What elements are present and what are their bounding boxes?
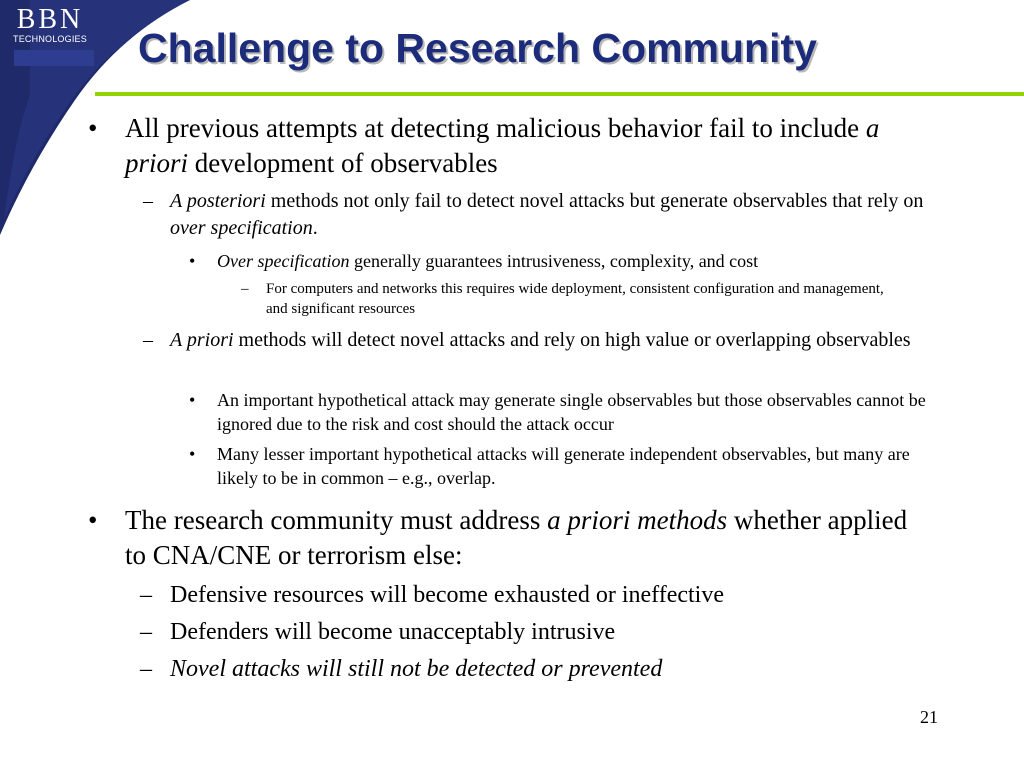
bullet-text: whether applied to CNA/CNE or terrorism else: (125, 505, 908, 570)
sub-bullet-item (143, 188, 930, 242)
bullet-marker: • (88, 113, 98, 143)
bullet-text-emphasis: over specification (170, 217, 313, 239)
bullet-text-emphasis: a priori methods (547, 505, 728, 535)
dash-marker: – (143, 190, 153, 212)
dash-marker: – (140, 656, 152, 682)
bullet-text: The research community must address (125, 505, 548, 535)
bullet-text: All previous attempts at detecting malicious behavior fail to include (125, 113, 866, 143)
bullet-text: Many lesser important hypothetical attacks will generate independent observables, but many are likely to be in common – e.g., overlap. (217, 444, 910, 488)
level-4-bullet-item (241, 279, 886, 319)
bullet-text-emphasis: Novel attacks will still not be detected or prevented (170, 656, 663, 682)
logo-subtitle: TECHNOLOGIES (13, 34, 87, 44)
bullet-item (88, 503, 925, 573)
dash-marker: – (241, 281, 249, 297)
slide-title: Challenge to Research Community (138, 25, 817, 71)
page-number: 21 (920, 707, 938, 727)
bullet-text: generally guarantees intrusiveness, complexity, and cost (349, 251, 759, 271)
sub-sub-bullet-item (189, 442, 937, 490)
bullet-text: Defensive resources will become exhausted or ineffective (170, 582, 724, 608)
bullet-text: An important hypothetical attack may generate single observables but those observables cannot be ignored due to the risk and cost should the attack occur (217, 390, 926, 434)
bullet-marker: • (189, 251, 196, 271)
dash-marker: – (140, 582, 152, 608)
bullet-marker: • (88, 505, 98, 535)
sub-bullet-item (140, 577, 930, 614)
bullet-text-emphasis: a priori (125, 113, 880, 178)
bullet-text: For computers and networks this requires wide deployment, consistent configuration and management, and significant resources (266, 281, 884, 317)
bullet-item (88, 111, 925, 181)
bullet-text-emphasis: Over specification (217, 251, 350, 271)
bullet-marker: • (189, 444, 196, 464)
bullet-text: Defenders will become unacceptably intrusive (170, 619, 616, 645)
dash-marker: – (140, 619, 152, 645)
sub-bullet-item (140, 614, 930, 651)
sub-sub-bullet-item (189, 388, 937, 436)
sub-bullet-item (140, 651, 930, 688)
bullet-text: development of observables (188, 148, 498, 178)
dash-marker: – (143, 329, 153, 351)
bullet-text: methods will detect novel attacks and rely on high value or overlapping observables (233, 329, 911, 351)
logo-mark: BBN (16, 4, 84, 35)
bullet-text: methods not only fail to detect novel attacks but generate observables that rely on (265, 190, 924, 212)
bullet-text-emphasis: A posteriori (170, 190, 266, 212)
bullet-text: . (312, 217, 318, 239)
sub-sub-bullet-item (189, 249, 937, 273)
sub-bullet-item (143, 327, 930, 354)
bullet-marker: • (189, 390, 196, 410)
bullet-text-emphasis: A priori (170, 329, 234, 351)
